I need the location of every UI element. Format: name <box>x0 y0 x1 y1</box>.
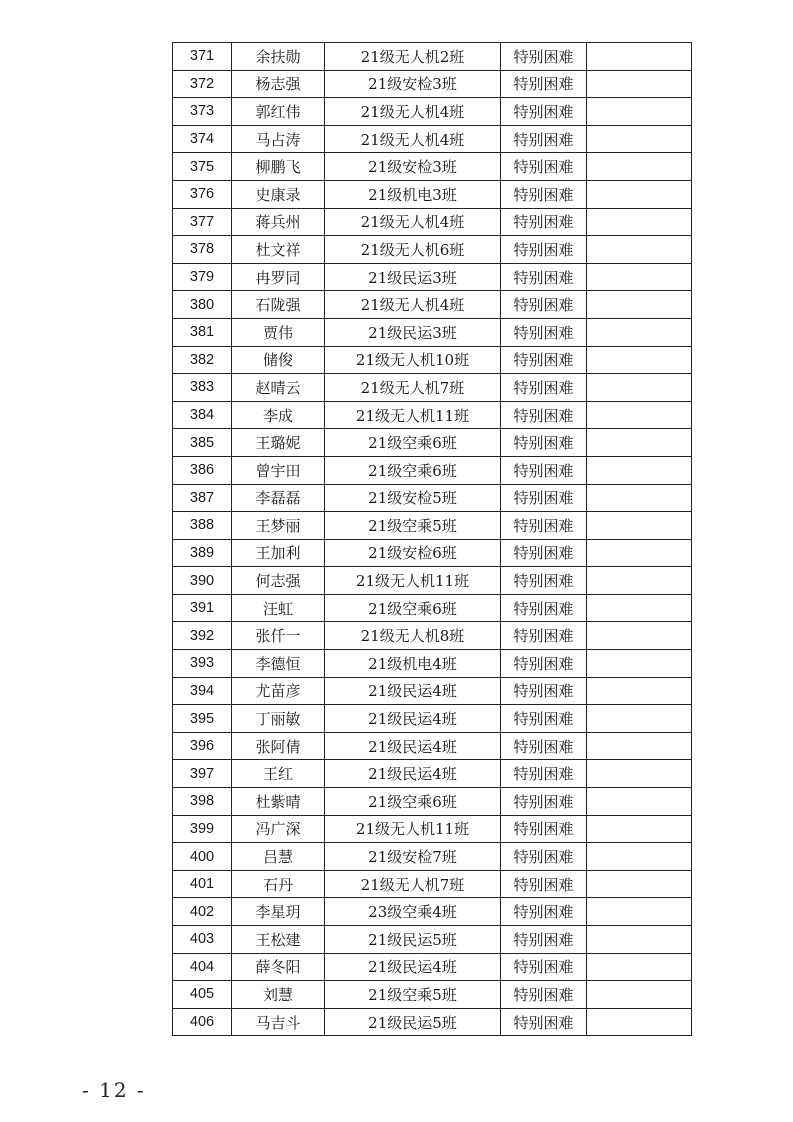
note-cell <box>587 705 692 733</box>
table-row <box>173 429 692 457</box>
row-number-cell: 406 <box>173 1008 232 1036</box>
row-number-cell: 389 <box>173 539 232 567</box>
table-row <box>173 374 692 402</box>
class-cell: 21级民运5班 <box>325 926 501 954</box>
table-row <box>173 484 692 512</box>
difficulty-level-cell: 特别困难 <box>501 153 587 181</box>
class-cell: 21级民运3班 <box>325 318 501 346</box>
difficulty-level-cell: 特别困难 <box>501 125 587 153</box>
note-cell <box>587 732 692 760</box>
note-cell <box>587 594 692 622</box>
table-row <box>173 456 692 484</box>
student-name-cell: 石陇强 <box>232 291 325 319</box>
table-row <box>173 153 692 181</box>
class-cell: 21级无人机6班 <box>325 236 501 264</box>
class-cell: 21级无人机11班 <box>325 567 501 595</box>
difficulty-level-cell: 特别困难 <box>501 512 587 540</box>
table-row <box>173 125 692 153</box>
student-name-cell: 石丹 <box>232 870 325 898</box>
table-row <box>173 594 692 622</box>
class-cell: 21级空乘6班 <box>325 429 501 457</box>
student-name-cell: 王梦丽 <box>232 512 325 540</box>
class-cell: 21级安检7班 <box>325 843 501 871</box>
class-cell: 21级空乘5班 <box>325 981 501 1009</box>
row-number-cell: 399 <box>173 815 232 843</box>
class-cell: 21级无人机4班 <box>325 98 501 126</box>
row-number-cell: 402 <box>173 898 232 926</box>
note-cell <box>587 953 692 981</box>
class-cell: 21级无人机8班 <box>325 622 501 650</box>
student-name-cell: 郭红伟 <box>232 98 325 126</box>
note-cell <box>587 236 692 264</box>
row-number-cell: 376 <box>173 180 232 208</box>
difficulty-level-cell: 特别困难 <box>501 346 587 374</box>
student-name-cell: 王璐妮 <box>232 429 325 457</box>
note-cell <box>587 1008 692 1036</box>
table-row <box>173 346 692 374</box>
row-number-cell: 400 <box>173 843 232 871</box>
row-number-cell: 380 <box>173 291 232 319</box>
student-name-cell: 曾宇田 <box>232 456 325 484</box>
note-cell <box>587 70 692 98</box>
note-cell <box>587 429 692 457</box>
table-row <box>173 788 692 816</box>
row-number-cell: 387 <box>173 484 232 512</box>
class-cell: 21级空乘6班 <box>325 788 501 816</box>
table-row <box>173 705 692 733</box>
student-name-cell: 冯广深 <box>232 815 325 843</box>
note-cell <box>587 180 692 208</box>
note-cell <box>587 870 692 898</box>
table-row <box>173 512 692 540</box>
table-row <box>173 870 692 898</box>
difficulty-level-cell: 特别困难 <box>501 98 587 126</box>
student-name-cell: 马占涛 <box>232 125 325 153</box>
row-number-cell: 391 <box>173 594 232 622</box>
row-number-cell: 397 <box>173 760 232 788</box>
student-name-cell: 王红 <box>232 760 325 788</box>
note-cell <box>587 374 692 402</box>
student-name-cell: 贾伟 <box>232 318 325 346</box>
class-cell: 21级空乘6班 <box>325 594 501 622</box>
student-name-cell: 马吉斗 <box>232 1008 325 1036</box>
note-cell <box>587 677 692 705</box>
note-cell <box>587 539 692 567</box>
table-row <box>173 953 692 981</box>
note-cell <box>587 760 692 788</box>
note-cell <box>587 153 692 181</box>
student-name-cell: 王松建 <box>232 926 325 954</box>
row-number-cell: 396 <box>173 732 232 760</box>
student-name-cell: 张仟一 <box>232 622 325 650</box>
table-row <box>173 401 692 429</box>
table-row <box>173 180 692 208</box>
class-cell: 21级民运5班 <box>325 1008 501 1036</box>
difficulty-level-cell: 特别困难 <box>501 374 587 402</box>
table-row <box>173 650 692 678</box>
class-cell: 21级无人机4班 <box>325 208 501 236</box>
row-number-cell: 386 <box>173 456 232 484</box>
difficulty-level-cell: 特别困难 <box>501 1008 587 1036</box>
row-number-cell: 393 <box>173 650 232 678</box>
row-number-cell: 378 <box>173 236 232 264</box>
class-cell: 21级民运4班 <box>325 705 501 733</box>
table-row <box>173 43 692 71</box>
row-number-cell: 398 <box>173 788 232 816</box>
class-cell: 21级无人机11班 <box>325 401 501 429</box>
student-name-cell: 杜文祥 <box>232 236 325 264</box>
student-list-table-container <box>172 42 692 1036</box>
class-cell: 21级无人机7班 <box>325 870 501 898</box>
class-cell: 21级无人机7班 <box>325 374 501 402</box>
note-cell <box>587 98 692 126</box>
difficulty-level-cell: 特别困难 <box>501 263 587 291</box>
table-row <box>173 263 692 291</box>
student-name-cell: 杜紫晴 <box>232 788 325 816</box>
student-name-cell: 史康录 <box>232 180 325 208</box>
student-name-cell: 李成 <box>232 401 325 429</box>
class-cell: 21级空乘6班 <box>325 456 501 484</box>
student-name-cell: 丁丽敏 <box>232 705 325 733</box>
student-name-cell: 汪虹 <box>232 594 325 622</box>
note-cell <box>587 125 692 153</box>
note-cell <box>587 484 692 512</box>
student-name-cell: 余扶勋 <box>232 43 325 71</box>
page-number: - 12 - <box>82 1078 146 1102</box>
row-number-cell: 390 <box>173 567 232 595</box>
class-cell: 21级机电3班 <box>325 180 501 208</box>
row-number-cell: 392 <box>173 622 232 650</box>
table-row <box>173 1008 692 1036</box>
table-row <box>173 760 692 788</box>
difficulty-level-cell: 特别困难 <box>501 43 587 71</box>
student-name-cell: 蒋兵州 <box>232 208 325 236</box>
class-cell: 21级民运3班 <box>325 263 501 291</box>
class-cell: 21级机电4班 <box>325 650 501 678</box>
row-number-cell: 384 <box>173 401 232 429</box>
difficulty-level-cell: 特别困难 <box>501 650 587 678</box>
note-cell <box>587 291 692 319</box>
note-cell <box>587 926 692 954</box>
row-number-cell: 381 <box>173 318 232 346</box>
difficulty-level-cell: 特别困难 <box>501 843 587 871</box>
student-name-cell: 王加利 <box>232 539 325 567</box>
row-number-cell: 375 <box>173 153 232 181</box>
difficulty-level-cell: 特别困难 <box>501 484 587 512</box>
note-cell <box>587 567 692 595</box>
table-row <box>173 318 692 346</box>
row-number-cell: 401 <box>173 870 232 898</box>
note-cell <box>587 401 692 429</box>
table-row <box>173 622 692 650</box>
note-cell <box>587 512 692 540</box>
row-number-cell: 403 <box>173 926 232 954</box>
student-name-cell: 张阿倩 <box>232 732 325 760</box>
class-cell: 21级无人机2班 <box>325 43 501 71</box>
difficulty-level-cell: 特别困难 <box>501 236 587 264</box>
note-cell <box>587 263 692 291</box>
class-cell: 21级民运4班 <box>325 677 501 705</box>
difficulty-level-cell: 特别困难 <box>501 705 587 733</box>
table-row <box>173 70 692 98</box>
row-number-cell: 385 <box>173 429 232 457</box>
table-row <box>173 236 692 264</box>
note-cell <box>587 622 692 650</box>
class-cell: 21级安检3班 <box>325 153 501 181</box>
table-row <box>173 567 692 595</box>
student-name-cell: 储俊 <box>232 346 325 374</box>
difficulty-level-cell: 特别困难 <box>501 622 587 650</box>
row-number-cell: 382 <box>173 346 232 374</box>
difficulty-level-cell: 特别困难 <box>501 429 587 457</box>
student-name-cell: 冉罗同 <box>232 263 325 291</box>
difficulty-level-cell: 特别困难 <box>501 926 587 954</box>
class-cell: 21级无人机4班 <box>325 291 501 319</box>
class-cell: 21级空乘5班 <box>325 512 501 540</box>
table-row <box>173 898 692 926</box>
row-number-cell: 405 <box>173 981 232 1009</box>
table-row <box>173 732 692 760</box>
note-cell <box>587 346 692 374</box>
table-row <box>173 843 692 871</box>
difficulty-level-cell: 特别困难 <box>501 677 587 705</box>
table-row <box>173 291 692 319</box>
note-cell <box>587 456 692 484</box>
student-name-cell: 李星玥 <box>232 898 325 926</box>
student-name-cell: 赵晴云 <box>232 374 325 402</box>
table-row <box>173 815 692 843</box>
row-number-cell: 395 <box>173 705 232 733</box>
row-number-cell: 371 <box>173 43 232 71</box>
note-cell <box>587 898 692 926</box>
note-cell <box>587 650 692 678</box>
table-row <box>173 926 692 954</box>
student-name-cell: 吕慧 <box>232 843 325 871</box>
class-cell: 21级安检5班 <box>325 484 501 512</box>
note-cell <box>587 43 692 71</box>
note-cell <box>587 981 692 1009</box>
difficulty-level-cell: 特别困难 <box>501 456 587 484</box>
difficulty-level-cell: 特别困难 <box>501 953 587 981</box>
note-cell <box>587 843 692 871</box>
difficulty-level-cell: 特别困难 <box>501 70 587 98</box>
student-name-cell: 李德恒 <box>232 650 325 678</box>
table-row <box>173 677 692 705</box>
student-name-cell: 杨志强 <box>232 70 325 98</box>
table-body <box>173 43 692 1036</box>
class-cell: 21级民运4班 <box>325 953 501 981</box>
class-cell: 21级无人机10班 <box>325 346 501 374</box>
difficulty-level-cell: 特别困难 <box>501 594 587 622</box>
student-name-cell: 李磊磊 <box>232 484 325 512</box>
class-cell: 21级安检3班 <box>325 70 501 98</box>
row-number-cell: 377 <box>173 208 232 236</box>
note-cell <box>587 815 692 843</box>
class-cell: 21级无人机4班 <box>325 125 501 153</box>
row-number-cell: 383 <box>173 374 232 402</box>
difficulty-level-cell: 特别困难 <box>501 291 587 319</box>
table-row <box>173 98 692 126</box>
note-cell <box>587 788 692 816</box>
row-number-cell: 372 <box>173 70 232 98</box>
note-cell <box>587 208 692 236</box>
student-name-cell: 薛冬阳 <box>232 953 325 981</box>
table-row <box>173 981 692 1009</box>
row-number-cell: 388 <box>173 512 232 540</box>
difficulty-level-cell: 特别困难 <box>501 318 587 346</box>
difficulty-level-cell: 特别困难 <box>501 732 587 760</box>
row-number-cell: 404 <box>173 953 232 981</box>
note-cell <box>587 318 692 346</box>
student-list-table <box>172 42 692 1036</box>
row-number-cell: 373 <box>173 98 232 126</box>
student-name-cell: 尤苗彦 <box>232 677 325 705</box>
row-number-cell: 379 <box>173 263 232 291</box>
class-cell: 21级民运4班 <box>325 732 501 760</box>
difficulty-level-cell: 特别困难 <box>501 401 587 429</box>
difficulty-level-cell: 特别困难 <box>501 981 587 1009</box>
difficulty-level-cell: 特别困难 <box>501 815 587 843</box>
difficulty-level-cell: 特别困难 <box>501 539 587 567</box>
student-name-cell: 柳鹏飞 <box>232 153 325 181</box>
difficulty-level-cell: 特别困难 <box>501 898 587 926</box>
difficulty-level-cell: 特别困难 <box>501 870 587 898</box>
difficulty-level-cell: 特别困难 <box>501 180 587 208</box>
class-cell: 21级民运4班 <box>325 760 501 788</box>
row-number-cell: 394 <box>173 677 232 705</box>
difficulty-level-cell: 特别困难 <box>501 788 587 816</box>
difficulty-level-cell: 特别困难 <box>501 208 587 236</box>
class-cell: 21级安检6班 <box>325 539 501 567</box>
difficulty-level-cell: 特别困难 <box>501 760 587 788</box>
student-name-cell: 何志强 <box>232 567 325 595</box>
table-row <box>173 208 692 236</box>
row-number-cell: 374 <box>173 125 232 153</box>
table-row <box>173 539 692 567</box>
student-name-cell: 刘慧 <box>232 981 325 1009</box>
class-cell: 23级空乘4班 <box>325 898 501 926</box>
difficulty-level-cell: 特别困难 <box>501 567 587 595</box>
class-cell: 21级无人机11班 <box>325 815 501 843</box>
